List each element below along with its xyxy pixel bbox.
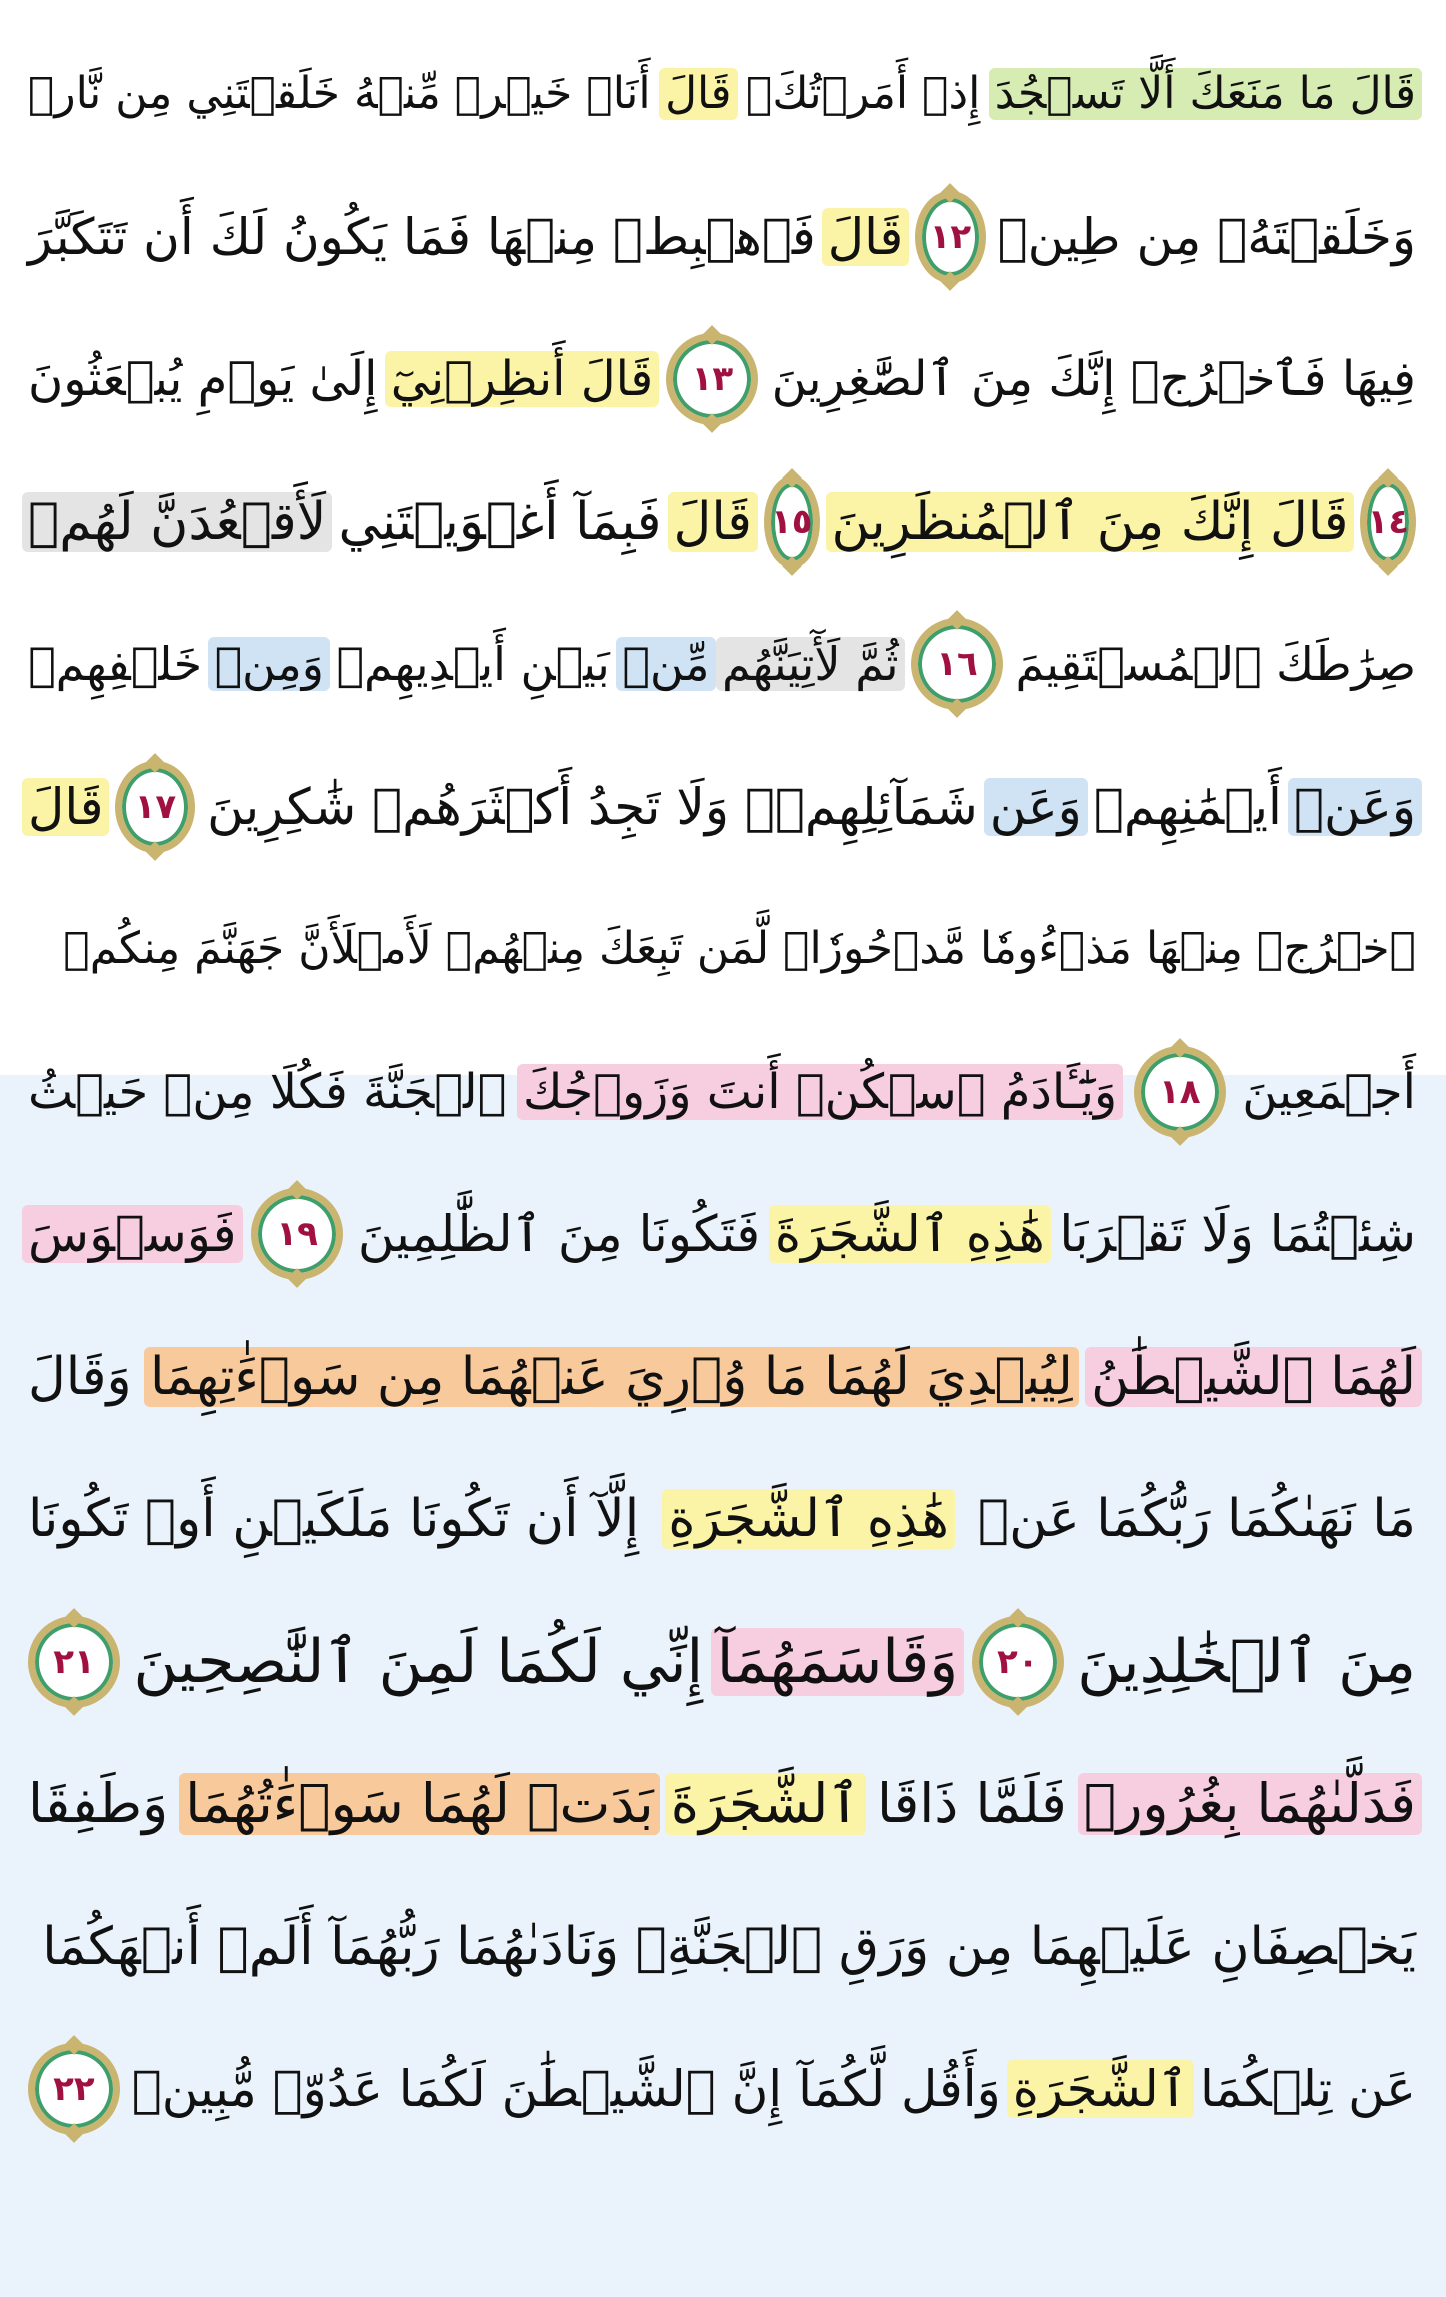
ayah-number-marker: ١٩ [251, 1188, 343, 1280]
verse-line [22, 456, 1422, 588]
ayah-number-marker: ١٢ [915, 191, 985, 283]
verse-line [22, 741, 1422, 873]
ayah-number-marker: ١٣ [666, 333, 758, 425]
verse-text: فَٱهۡبِطۡ مِنۡهَا فَمَا يَكُونُ لَكَ أَن تَتَكَبَّرَ [28, 207, 816, 266]
highlighted-phrase: وَقَاسَمَهُمَآ [711, 1628, 965, 1696]
highlighted-phrase: فَوَسۡوَسَ [22, 1205, 243, 1263]
highlighted-phrase: هَٰذِهِ ٱلشَّجَرَةَ [769, 1205, 1051, 1263]
highlighted-phrase: ٱلشَّجَرَةِ [1007, 2060, 1194, 2118]
highlighted-phrase: لِيُبۡدِيَ لَهُمَا مَا وُۥرِيَ عَنۡهُمَا مِن سَوۡءَٰتِهِمَا [144, 1347, 1079, 1407]
ayah-number-marker: ١٧ [115, 761, 195, 853]
verse-text: ٱلۡجَنَّةَ فَكُلَا مِنۡ حَيۡثُ [28, 1063, 507, 1120]
highlighted-phrase: فَدَلَّىٰهُمَا بِغُرُورٖ [1078, 1773, 1422, 1835]
verse-line [22, 171, 1422, 303]
highlighted-phrase: ٱلشَّجَرَةَ [665, 1773, 866, 1835]
highlighted-phrase: قَالَ [659, 68, 737, 120]
verse-line [22, 313, 1422, 445]
verse-text: خَلۡفِهِمۡ [28, 637, 203, 691]
ayah-number-marker: ٢٠ [972, 1616, 1064, 1708]
verse-text: فَبِمَآ أَغۡوَيۡتَنِي [338, 491, 662, 552]
verse-text: يَخۡصِفَانِ عَلَيۡهِمَا مِن وَرَقِ ٱلۡجَنَّةِۖ وَنَادَىٰهُمَا رَبُّهُمَآ أَلَمۡ أَنۡهَكُمَا [42, 1916, 1416, 1977]
highlighted-phrase: قَالَ إِنَّكَ مِنَ ٱلۡمُنظَرِينَ [826, 492, 1355, 552]
verse-text: بَيۡنِ أَيۡدِيهِمۡ [336, 637, 610, 691]
highlighted-phrase: قَالَ [822, 208, 909, 266]
highlighted-phrase: مِّنۢ [616, 637, 715, 691]
verse-text: مِنَ ٱلۡخَٰلِدِينَ [1077, 1626, 1416, 1697]
verse-text: أَنَا۠ خَيۡرٞ مِّنۡهُ خَلَقۡتَنِي مِن نَّارٖ [28, 68, 651, 119]
verse-line [22, 883, 1422, 1015]
highlighted-phrase: قَالَ أَنظِرۡنِيٓ [385, 351, 659, 407]
verse-text: أَجۡمَعِينَ [1242, 1063, 1416, 1120]
verse-text: وَقَالَ [28, 1346, 132, 1407]
highlighted-phrase: لَهُمَا ٱلشَّيۡطَٰنُ [1085, 1347, 1422, 1407]
verse-line [22, 1026, 1422, 1158]
verse-text: فَتَكُونَا مِنَ ٱلظَّٰلِمِينَ [357, 1205, 761, 1263]
highlighted-phrase: بَدَتۡ لَهُمَا سَوۡءَٰتُهُمَا [179, 1773, 660, 1835]
ayah-number-marker: ١٤ [1360, 476, 1416, 568]
verse-text: عَن تِلۡكُمَا [1199, 2060, 1416, 2118]
verse-text: شِئۡتُمَا وَلَا تَقۡرَبَا [1059, 1205, 1416, 1263]
verse-line [22, 1453, 1422, 1585]
verse-line [22, 1596, 1422, 1728]
verse-text: مَا نَهَىٰكُمَا رَبُّكُمَا عَنۡ [977, 1489, 1416, 1549]
verse-text: فَلَمَّا ذَاقَا [877, 1772, 1067, 1835]
verse-text: صِرَٰطَكَ ٱلۡمُسۡتَقِيمَ [1015, 637, 1416, 691]
highlighted-phrase: وَمِنۡ [208, 637, 329, 691]
verse-text: إِلَّآ أَن تَكُونَا مَلَكَيۡنِ أَوۡ تَكُونَا [28, 1489, 640, 1549]
highlighted-phrase: وَيَٰٓـَٔادَمُ ٱسۡكُنۡ أَنتَ وَزَوۡجُكَ [517, 1064, 1123, 1120]
verse-text: شَمَآئِلِهِمۡۖ وَلَا تَجِدُ أَكۡثَرَهُمۡ شَٰكِرِينَ [207, 777, 978, 836]
ayah-number-marker: ١٦ [911, 618, 1003, 710]
verse-line [22, 1881, 1422, 2013]
verse-text: إِلَىٰ يَوۡمِ يُبۡعَثُونَ [28, 351, 378, 407]
highlighted-phrase: قَالَ [668, 492, 758, 552]
verse-line [22, 2023, 1422, 2155]
highlighted-phrase: هَٰذِهِ ٱلشَّجَرَةِ [662, 1489, 955, 1549]
verse-text: ٱخۡرُجۡ مِنۡهَا مَذۡءُومٗا مَّدۡحُورٗاۖ لَّمَن تَبِعَكَ مِنۡهُمۡ لَأَمۡلَأَنَّ جَهَنَّمَ مِنكُمۡ [63, 923, 1416, 974]
verse-line [22, 1311, 1422, 1443]
verse-text: إِنِّي لَكُمَا لَمِنَ ٱلنَّٰصِحِينَ [133, 1626, 704, 1697]
ayah-number-marker: ١٥ [764, 476, 820, 568]
highlighted-phrase: قَالَ [22, 778, 109, 836]
verse-text: فِيهَا فَٱخۡرُجۡ إِنَّكَ مِنَ ٱلصَّٰغِرِينَ [771, 351, 1416, 407]
highlighted-phrase: وَعَن [984, 778, 1088, 836]
ayah-number-marker: ٢١ [28, 1616, 120, 1708]
verse-text: وَخَلَقۡتَهُۥ مِن طِينٖ [997, 207, 1416, 266]
ayah-number-marker: ٢٢ [28, 2043, 120, 2135]
verse-text: وَأَقُل لَّكُمَآ إِنَّ ٱلشَّيۡطَٰنَ لَكُمَا عَدُوّٞ مُّبِينٞ [131, 2060, 1001, 2118]
verse-line [22, 1168, 1422, 1300]
verse-text: إِذۡ أَمَرۡتُكَۖ [745, 68, 981, 119]
ayah-number-marker: ١٨ [1134, 1046, 1226, 1138]
verse-line [22, 598, 1422, 730]
highlighted-phrase: ثُمَّ لَأٓتِيَنَّهُم [716, 637, 905, 691]
highlighted-phrase: وَعَنۡ [1288, 778, 1422, 836]
verse-text: وَطَفِقَا [28, 1772, 169, 1835]
verse-text: أَيۡمَٰنِهِمۡ [1093, 777, 1282, 836]
highlighted-phrase: لَأَقۡعُدَنَّ لَهُمۡ [22, 492, 332, 552]
highlighted-phrase: قَالَ مَا مَنَعَكَ أَلَّا تَسۡجُدَ [989, 68, 1422, 120]
verse-line [22, 28, 1422, 160]
verse-line [22, 1738, 1422, 1870]
